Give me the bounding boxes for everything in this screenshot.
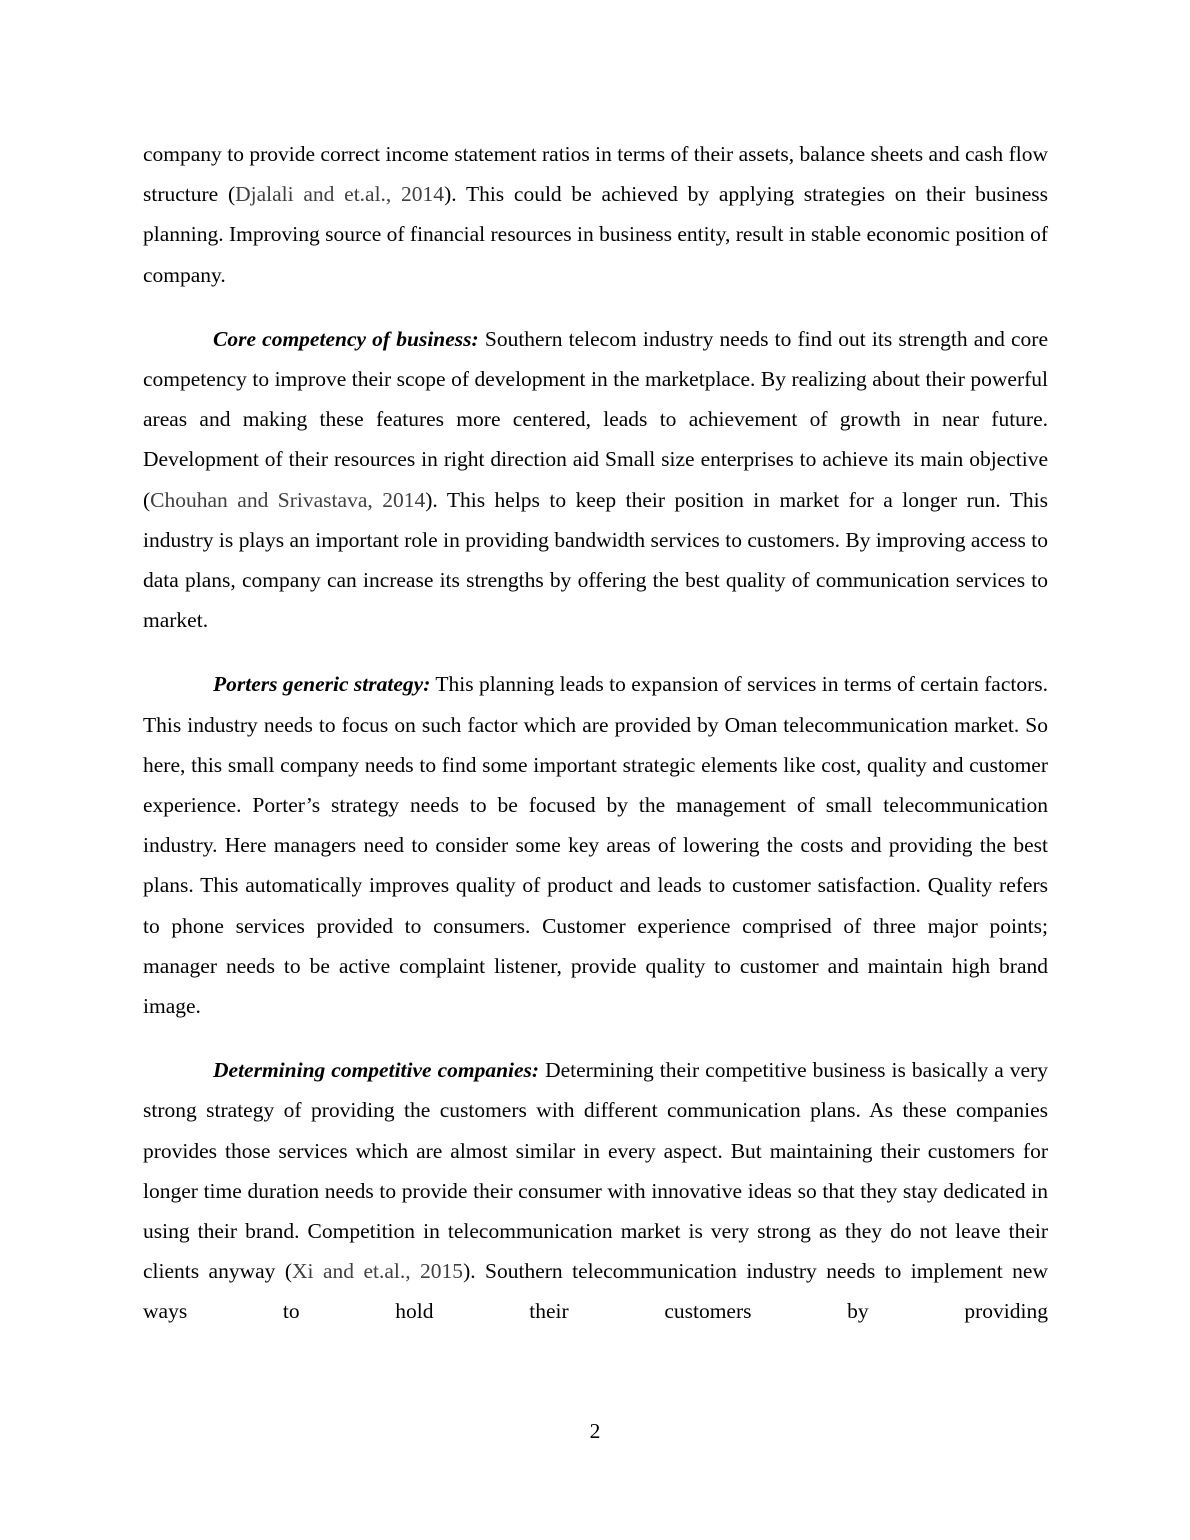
citation-xi: Xi and et.al., 2015	[292, 1259, 464, 1284]
paragraph-competitive-companies	[143, 1050, 1048, 1331]
heading-porters-strategy: Porters generic strategy:	[213, 672, 431, 697]
citation-chouhan: Chouhan and Srivastava, 2014	[150, 487, 426, 512]
citation-djalali: Djalali and et.al., 2014	[235, 182, 445, 207]
paragraph-porters-strategy	[143, 664, 1048, 1026]
page-number: 2	[589, 1419, 601, 1443]
body-text	[143, 134, 1048, 1332]
paragraph-text: Determining their competitive business is basically a very strong strategy of providing the customers with different communication plans. As these companies provides those services which are almost similar in every aspect. But maintaining their customers for longer time duration needs to provide their consumer with innovative ideas so that they stay dedicated in using their brand. Competition in telecommunication market is very strong as they do not leave their clients anyway (	[143, 1058, 1048, 1284]
paragraph-text: ). Southern telecommunication industry needs to implement new ways to hold their customers by providing	[143, 1259, 1049, 1324]
paragraph-text: ). This could be achieved by applying strategies on their business planning. Improving source of financial resources in business entity, result in stable economic position of company.	[143, 182, 1048, 287]
paragraph-text: This planning leads to expansion of services in terms of certain factors. This industry needs to focus on such factor which are provided by Oman telecommunication market. So here, this small company needs to find some important strategic elements like cost, quality and customer experience. Porter’s strategy needs to be focused by the management of small telecommunication industry. Here managers need to consider some key areas of lowering the costs and providing the best plans. This automatically improves quality of product and leads to customer satisfaction. Quality refers to phone services provided to consumers. Customer experience comprised of three major points; manager needs to be active complaint listener, provide quality to customer and maintain high brand image.	[143, 672, 1049, 1019]
paragraph-text: ). This helps to keep their position in market for a longer run. This industry is plays an important role in providing bandwidth services to customers. By improving access to data plans, company can increase its strengths by offering the best quality of communication services to market.	[143, 487, 1048, 633]
paragraph-text: company to provide correct income statement ratios in terms of their assets, balance sheets and cash flow structure (	[143, 142, 1048, 207]
heading-core-competency: Core competency of business:	[213, 326, 479, 351]
paragraph-core-competency	[143, 319, 1048, 641]
paragraph-text: Southern telecom industry needs to find out its strength and core competency to improve their scope of development in the marketplace. By realizing about their powerful areas and making these features more centered, leads to achievement of growth in near future. Development of their resources in right direction aid Small size enterprises to achieve its main objective (	[143, 326, 1049, 512]
paragraph-financial-position	[143, 134, 1048, 295]
heading-competitive-companies: Determining competitive companies:	[213, 1058, 540, 1083]
